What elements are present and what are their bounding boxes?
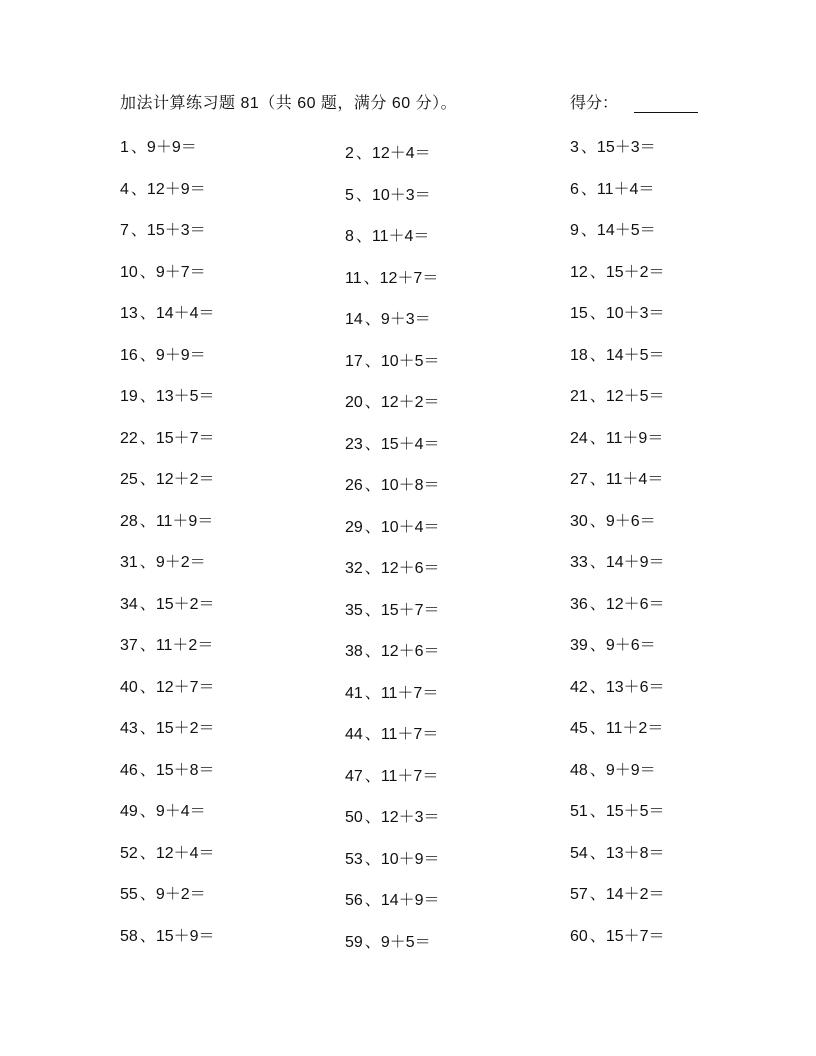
problem-separator: 、 (364, 892, 381, 909)
problem-number: 57 (570, 886, 588, 903)
problem-item (345, 638, 440, 661)
problem-number: 33 (570, 554, 588, 571)
problem-separator: 、 (139, 305, 156, 322)
problem-item (345, 721, 438, 744)
problem-item (570, 549, 665, 572)
problem-number: 49 (120, 803, 138, 820)
problem-number: 56 (345, 892, 363, 909)
problem-number: 48 (570, 761, 588, 779)
problem-number: 19 (120, 388, 138, 405)
problem-separator: 、 (139, 595, 156, 613)
problem-item (570, 715, 663, 738)
problem-expression: 10＋9＝ (380, 850, 440, 868)
problem-item (120, 632, 213, 655)
problem-item (570, 632, 656, 655)
problem-row (120, 176, 720, 218)
problem-number: 59 (345, 933, 363, 951)
problem-expression: 12＋7＝ (155, 678, 215, 696)
problem-number: 9 (570, 222, 579, 239)
problem-number: 11 (345, 269, 362, 287)
problem-item (120, 549, 206, 572)
problem-number: 55 (120, 886, 138, 903)
problem-expression: 11＋4＝ (371, 228, 430, 245)
problem-number: 4 (120, 180, 129, 198)
problem-number: 1 (120, 139, 129, 156)
problem-separator: 、 (364, 435, 381, 453)
problem-separator: 、 (139, 886, 156, 903)
problem-item (120, 466, 215, 489)
problem-expression: 9＋9＝ (605, 761, 656, 779)
problem-number: 54 (570, 844, 588, 862)
problem-separator: 、 (139, 637, 156, 654)
problem-number: 53 (345, 850, 363, 868)
problem-row (120, 425, 720, 467)
problem-separator: 、 (589, 844, 606, 862)
problem-separator: 、 (139, 429, 156, 447)
problem-item (570, 674, 665, 697)
problem-expression: 15＋4＝ (380, 435, 440, 453)
problem-row (120, 798, 720, 840)
problem-separator: 、 (363, 269, 380, 287)
problem-number: 30 (570, 512, 588, 530)
problem-row (120, 217, 720, 259)
problem-item (120, 176, 206, 199)
problem-expression: 9＋2＝ (155, 554, 206, 571)
problem-row (120, 632, 720, 674)
problem-item (345, 846, 440, 869)
problem-number: 6 (570, 180, 579, 198)
problem-separator: 、 (589, 471, 606, 488)
problem-item (570, 840, 665, 863)
problem-number: 37 (120, 637, 138, 654)
problem-number: 17 (345, 352, 363, 370)
problem-item (120, 217, 206, 240)
problem-separator: 、 (364, 477, 381, 494)
problem-item (345, 140, 431, 163)
problem-row (120, 840, 720, 882)
problem-expression: 12＋3＝ (380, 809, 440, 826)
problem-number: 26 (345, 477, 363, 494)
problem-item (570, 134, 656, 157)
problem-number: 2 (345, 145, 354, 162)
problem-item (345, 348, 440, 371)
problem-separator: 、 (130, 222, 147, 239)
problem-expression: 11＋9＝ (155, 512, 214, 530)
problem-expression: 12＋6＝ (605, 595, 665, 613)
problem-number: 45 (570, 720, 588, 737)
problem-number: 10 (120, 263, 138, 281)
problem-number: 25 (120, 471, 138, 488)
problem-item (120, 259, 206, 282)
problem-expression: 9＋9＝ (155, 346, 206, 364)
problem-expression: 11＋9＝ (605, 429, 664, 447)
problem-expression: 9＋5＝ (380, 933, 431, 951)
problem-expression: 10＋3＝ (605, 305, 665, 322)
problem-separator: 、 (130, 180, 147, 198)
problem-separator: 、 (364, 809, 381, 826)
problem-expression: 12＋5＝ (605, 388, 665, 405)
problem-expression: 14＋9＝ (605, 554, 665, 571)
problem-expression: 11＋2＝ (155, 637, 214, 654)
problem-number: 7 (120, 222, 129, 239)
problem-separator: 、 (589, 927, 606, 945)
problem-row (120, 591, 720, 633)
problem-expression: 11＋7＝ (380, 767, 439, 785)
problem-item (570, 425, 663, 448)
problem-expression: 14＋2＝ (605, 886, 665, 903)
problem-expression: 15＋7＝ (380, 601, 440, 619)
problem-row (120, 757, 720, 799)
problem-item (345, 887, 440, 910)
problem-expression: 13＋6＝ (605, 678, 665, 696)
problem-item (345, 472, 440, 495)
problem-expression: 10＋3＝ (371, 186, 431, 204)
problem-number: 13 (120, 305, 138, 322)
problem-item (120, 383, 215, 406)
problem-separator: 、 (355, 186, 372, 204)
problem-item (345, 223, 429, 246)
problem-separator: 、 (364, 560, 381, 577)
problem-number: 58 (120, 927, 138, 945)
problem-expression: 15＋3＝ (146, 222, 206, 239)
problem-item (120, 425, 215, 448)
problem-number: 51 (570, 803, 588, 820)
problem-separator: 、 (139, 927, 156, 945)
problem-separator: 、 (139, 844, 156, 862)
problem-number: 29 (345, 518, 363, 536)
problem-separator: 、 (364, 850, 381, 868)
problem-number: 16 (120, 346, 138, 364)
problem-expression: 12＋2＝ (155, 471, 215, 488)
problem-expression: 11＋2＝ (605, 720, 664, 737)
problem-number: 5 (345, 186, 354, 204)
problem-item (345, 265, 438, 288)
problem-expression: 15＋2＝ (155, 595, 215, 613)
problem-separator: 、 (589, 554, 606, 571)
problem-separator: 、 (364, 601, 381, 619)
problem-separator: 、 (589, 429, 606, 447)
problem-item (570, 798, 665, 821)
problem-row (120, 259, 720, 301)
problem-item (345, 763, 438, 786)
problem-expression: 13＋8＝ (605, 844, 665, 862)
problem-number: 50 (345, 809, 363, 826)
problem-expression: 12＋6＝ (380, 560, 440, 577)
problem-separator: 、 (364, 352, 381, 370)
problem-separator: 、 (589, 886, 606, 903)
problem-number: 32 (345, 560, 363, 577)
problem-number: 39 (570, 637, 588, 654)
problem-expression: 11＋7＝ (380, 726, 439, 743)
problem-expression: 12＋2＝ (380, 394, 440, 411)
problem-separator: 、 (589, 761, 606, 779)
problem-number: 12 (570, 263, 588, 281)
problem-separator: 、 (139, 761, 156, 779)
problem-separator: 、 (580, 222, 597, 239)
problem-number: 24 (570, 429, 588, 447)
problem-item (570, 300, 665, 323)
problem-item (345, 182, 431, 205)
problem-item (120, 715, 215, 738)
problem-separator: 、 (589, 720, 606, 737)
problem-item (570, 217, 656, 240)
problem-expression: 11＋4＝ (605, 471, 664, 488)
problem-item (120, 300, 215, 323)
problem-separator: 、 (139, 720, 156, 737)
problem-item (120, 342, 206, 365)
problem-expression: 14＋5＝ (596, 222, 656, 239)
problem-expression: 11＋4＝ (596, 180, 655, 198)
problem-item (345, 597, 440, 620)
problem-separator: 、 (139, 388, 156, 405)
problem-item (345, 804, 440, 827)
problem-item (570, 923, 665, 946)
problem-number: 15 (570, 305, 588, 322)
problem-number: 40 (120, 678, 138, 696)
problem-number: 31 (120, 554, 138, 571)
worksheet-title: 加法计算练习题 81（共 60 题，满分 60 分）。 (120, 95, 458, 112)
problem-item (570, 259, 665, 282)
problem-expression: 9＋7＝ (155, 263, 206, 281)
problem-separator: 、 (364, 643, 381, 660)
problem-row (120, 508, 720, 550)
score-field (570, 90, 698, 113)
problem-separator: 、 (139, 346, 156, 364)
problem-expression: 9＋6＝ (605, 637, 656, 654)
problem-number: 36 (570, 595, 588, 613)
problem-separator: 、 (364, 394, 381, 411)
score-label: 得分： (570, 95, 619, 112)
problem-expression: 15＋5＝ (605, 803, 665, 820)
problem-number: 34 (120, 595, 138, 613)
problem-row (120, 715, 720, 757)
problem-separator: 、 (139, 471, 156, 488)
problem-number: 18 (570, 346, 588, 364)
problem-separator: 、 (580, 180, 597, 198)
problem-number: 42 (570, 678, 588, 696)
problem-item (570, 176, 654, 199)
problem-row (120, 674, 720, 716)
problem-number: 43 (120, 720, 138, 737)
problem-row (120, 134, 720, 176)
problem-separator: 、 (580, 139, 597, 156)
problem-item (120, 840, 215, 863)
problem-separator: 、 (364, 518, 381, 536)
problem-item (345, 431, 440, 454)
problem-item (120, 674, 215, 697)
problem-separator: 、 (589, 595, 606, 613)
problem-separator: 、 (589, 637, 606, 654)
problem-number: 21 (570, 388, 588, 405)
problem-expression: 10＋4＝ (380, 518, 440, 536)
problem-item (570, 508, 656, 531)
problem-expression: 13＋5＝ (155, 388, 215, 405)
problem-number: 20 (345, 394, 363, 411)
problem-expression: 15＋7＝ (605, 927, 665, 945)
problem-separator: 、 (364, 684, 381, 702)
problem-expression: 15＋9＝ (155, 927, 215, 945)
problem-expression: 10＋8＝ (380, 477, 440, 494)
problem-expression: 14＋9＝ (380, 892, 440, 909)
problem-expression: 9＋6＝ (605, 512, 656, 530)
problem-separator: 、 (589, 263, 606, 281)
problem-expression: 15＋2＝ (155, 720, 215, 737)
problem-expression: 12＋6＝ (380, 643, 440, 660)
problem-number: 38 (345, 643, 363, 660)
problem-item (570, 466, 663, 489)
problem-number: 23 (345, 435, 363, 453)
problem-expression: 15＋8＝ (155, 761, 215, 779)
problem-number: 41 (345, 684, 363, 702)
problem-separator: 、 (139, 512, 156, 530)
problem-item (120, 134, 197, 157)
problem-item (345, 555, 440, 578)
problem-separator: 、 (589, 388, 606, 405)
problem-separator: 、 (139, 554, 156, 571)
problem-item (570, 342, 665, 365)
problem-expression: 11＋7＝ (380, 684, 439, 702)
problem-expression: 9＋2＝ (155, 886, 206, 903)
problem-expression: 15＋3＝ (596, 139, 656, 156)
problem-expression: 12＋4＝ (371, 145, 431, 162)
problem-item (120, 798, 206, 821)
problem-number: 3 (570, 139, 579, 156)
problem-item (120, 923, 215, 946)
problem-separator: 、 (589, 512, 606, 530)
problem-item (570, 383, 665, 406)
problem-expression: 15＋7＝ (155, 429, 215, 447)
problem-number: 60 (570, 927, 588, 945)
problem-expression: 9＋4＝ (155, 803, 206, 820)
problem-separator: 、 (364, 767, 381, 785)
problem-item (345, 514, 440, 537)
problem-expression: 9＋3＝ (380, 311, 431, 328)
problem-separator: 、 (364, 311, 381, 328)
problem-expression: 14＋5＝ (605, 346, 665, 364)
problem-number: 35 (345, 601, 363, 619)
problem-number: 47 (345, 767, 363, 785)
problem-row (120, 383, 720, 425)
score-blank-line[interactable] (634, 94, 698, 113)
problem-item (345, 306, 431, 329)
problem-separator: 、 (589, 305, 606, 322)
problem-separator: 、 (589, 803, 606, 820)
problem-item (345, 929, 431, 952)
problem-row (120, 342, 720, 384)
problem-number: 8 (345, 228, 354, 245)
problem-row (120, 300, 720, 342)
problem-row (120, 466, 720, 508)
problem-expression: 10＋5＝ (380, 352, 440, 370)
problem-item (345, 680, 438, 703)
problem-separator: 、 (589, 346, 606, 364)
problem-number: 46 (120, 761, 138, 779)
problem-item (120, 591, 215, 614)
problem-separator: 、 (139, 803, 156, 820)
problem-number: 52 (120, 844, 138, 862)
problem-expression: 12＋4＝ (155, 844, 215, 862)
problem-expression: 12＋9＝ (146, 180, 206, 198)
problem-separator: 、 (589, 678, 606, 696)
problem-separator: 、 (355, 145, 372, 162)
problem-separator: 、 (139, 678, 156, 696)
problem-item (120, 881, 206, 904)
problem-number: 28 (120, 512, 138, 530)
problem-item (120, 508, 213, 531)
problem-item (570, 881, 665, 904)
problem-separator: 、 (355, 228, 372, 245)
problem-separator: 、 (364, 933, 381, 951)
problem-number: 44 (345, 726, 363, 743)
problem-item (570, 757, 656, 780)
problem-expression: 9＋9＝ (146, 139, 197, 156)
problem-row (120, 881, 720, 923)
problem-row (120, 923, 720, 965)
problem-item (570, 591, 665, 614)
problem-item (345, 389, 440, 412)
problem-separator: 、 (364, 726, 381, 743)
problem-row (120, 549, 720, 591)
problem-separator: 、 (139, 263, 156, 281)
problem-number: 27 (570, 471, 588, 488)
problem-grid (120, 134, 720, 964)
problem-separator: 、 (130, 139, 147, 156)
problem-expression: 12＋7＝ (379, 269, 439, 287)
problem-number: 14 (345, 311, 363, 328)
problem-expression: 14＋4＝ (155, 305, 215, 322)
problem-number: 22 (120, 429, 138, 447)
problem-item (120, 757, 215, 780)
problem-expression: 15＋2＝ (605, 263, 665, 281)
